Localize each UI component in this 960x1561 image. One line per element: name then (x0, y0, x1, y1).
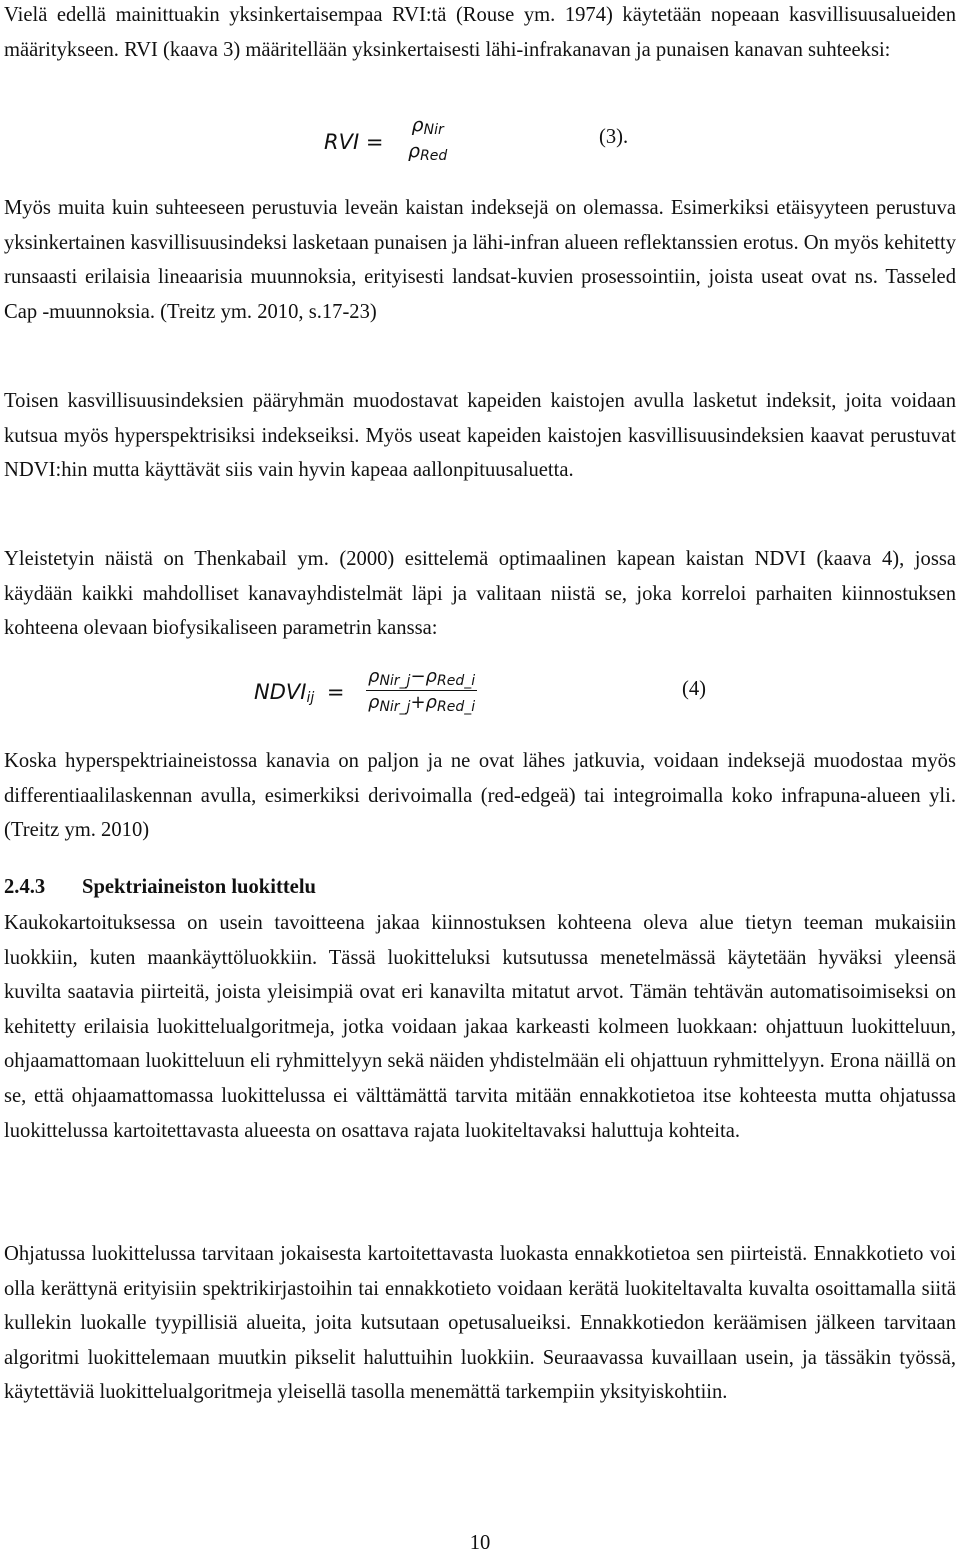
equation-rvi-numerator: $\rho_{Nir}$ (411, 114, 444, 138)
paragraph-narrowband-indices: Toisen kasvillisuusindeksien pääryhmän muodostavat kapeiden kaistojen avulla lasketut indeksit, joita voidaan kutsua myös hyperspektrisiksi indekseiksi. Myös useat kapeiden kaistojen kasvillisuusindeksien kaavat perustuvat NDVI:hin mutta käyttävät siis vain hyvin kapeaa aallonpituusaluetta. (4, 390, 956, 482)
equation-ndvi-numerator: $\rho_{Nir\_j}-\rho_{Red\_i}$ (368, 666, 476, 689)
equation-rvi-number: (3). (599, 126, 629, 148)
equation-ndvi-number: (4) (682, 678, 707, 700)
paragraph-supervised-classification: Ohjatussa luokittelussa tarvitaan jokaisesta kartoitettavasta luokasta ennakkotietoa sen piirteistä. Ennakkotieto voi olla kerättynä erityisiin spektrikirjastoihin tai ennakkotieto voidaan kerätä luokiteltavalta kuvalta osoittamalla siitä kullekin luokalle tyypillisiä alueita, joita kutsutaan opetusalueiksi. Ennakkotiedon keräämisen jälkeen tarvitaan algoritmi luokittelemaan muutkin pikselit haluttuihin luokkiin. Seuraavassa kuvaillaan usein, ja tässäkin työssä, käytettäviä luokittelualgoritmeja yleisellä tasolla menemättä tarkempiin yksityiskohtiin. (4, 1243, 956, 1404)
equation-ndvi-lhs: $NDVI_{ij}$ = (254, 680, 345, 706)
equation-rvi-lhs: RVI = (324, 130, 384, 154)
equation-rvi (324, 114, 924, 180)
section-number: 2.4.3 (4, 876, 46, 898)
equation-rvi-fraction (406, 114, 449, 164)
page-number: 10 (469, 1532, 491, 1554)
equation-ndvi-fraction (366, 666, 477, 715)
paragraph-thenkabail-ndvi: Yleistetyin näistä on Thenkabail ym. (2000) esittelemä optimaalinen kapean kaistan NDVI (kaava 4), jossa käydään kaikki mahdolliset kanavayhdistelmät läpi ja valitaan niistä se, joka korreloi parhaiten kiinnostuksen kohteena olevaan biofysikaliseen parametrin kanssa: (4, 548, 956, 640)
equation-ndvi (254, 668, 954, 728)
paragraph-broadband-indices: Myös muita kuin suhteeseen perustuvia leveän kaistan indeksejä on olemassa. Esimerkiksi etäisyyteen perustuva yksinkertainen kasvillisuusindeksi lasketaan punaisen ja lähi-infran alueen reflektanssien erotus. On myös kehitetty runsaasti erilaisia lineaarisia muunnoksia, erityisesti landsat-kuvien prosessointiin, joista useat ovat ns. Tasseled Cap -muunnoksia. (Treitz ym. 2010, s.17-23) (4, 197, 956, 323)
equation-rvi-denominator: $\rho_{Red}$ (408, 140, 448, 164)
paragraph-rvi-intro: Vielä edellä mainittuakin yksinkertaisempaa RVI:tä (Rouse ym. 1974) käytetään nopeaan kasvillisuusalueiden määritykseen. RVI (kaava 3) määritellään yksinkertaisesti lähi-infrakanavan ja punaisen kanavan suhteeksi: (4, 4, 956, 61)
section-title: Spektriaineiston luokittelu (82, 876, 317, 898)
equation-ndvi-denominator: $\rho_{Nir\_j}+\rho_{Red\_i}$ (368, 692, 476, 715)
paragraph-derivative-indices: Koska hyperspektriaineistossa kanavia on paljon ja ne ovat lähes jatkuvia, voidaan indeksejä muodostaa myös differentiaalilaskennan avulla, esimerkiksi derivoimalla (red-edgeä) tai integroimalla koko infrapuna-alueen yli. (Treitz ym. 2010) (4, 750, 956, 842)
paragraph-classification-intro: Kaukokartoituksessa on usein tavoitteena jakaa kiinnostuksen kohteena oleva alue tietyn teeman mukaisiin luokkiin, kuten maankäyttöluokkiin. Tässä luokitteluksi kutsutussa menetelmässä käytetään hyväksi yleensä kuvilta saatavia piirteitä, joista yleisimpiä ovat eri kanavilta mitatut arvot. Tämän tehtävän automatisoimiseksi on kehitetty erilaisia luokittelualgoritmeja, jotka voidaan jakaa karkeasti kolmeen luokkaan: ohjattuun luokitteluun, ohjaamattomaan luokitteluun eli ryhmittelyyn sekä näiden yhdistelmään eli ohjattuun ryhmittelyyn. Erona näillä on se, että ohjaamattomassa luokittelussa ei välttämättä tarvita mitään ennakkotietoa itse kohteesta mutta ohjatussa luokittelussa kartoitettavasta alueesta on osattava rajata luokiteltavaksi haluttuja kohteita. (4, 912, 956, 1142)
section-heading (4, 870, 316, 905)
